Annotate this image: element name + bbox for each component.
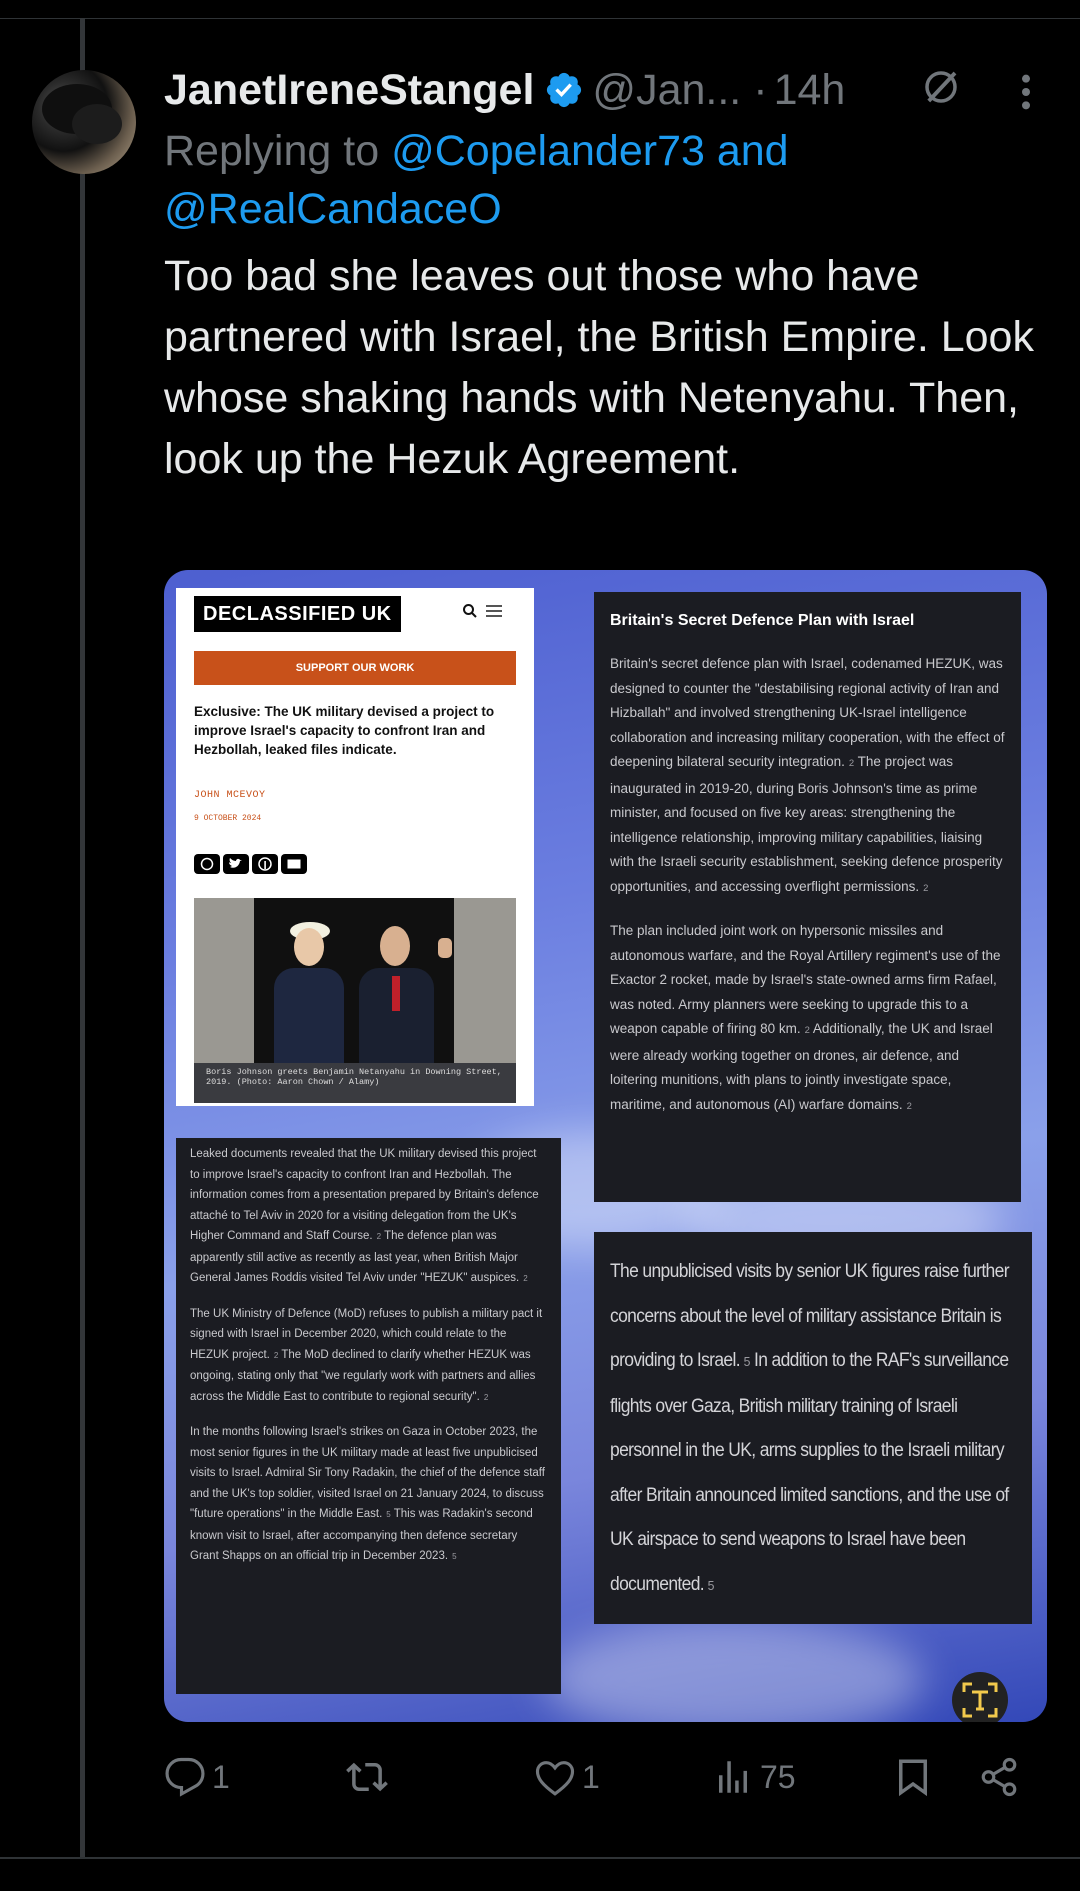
panel-paragraph (610, 1250, 1015, 1608)
panel-text: The UK Ministry of Defence (MoD) refuses to publish a military pact it signed with Israel in December 2020, which could relate to the HEZUK project. (190, 1307, 543, 1361)
photo-shape (392, 976, 400, 1011)
panel-text: The unpublicised visits by senior UK figures raise further concerns about the level of military assistance Britain is providing to Israel. (610, 1261, 1009, 1371)
hamburger-menu-icon (486, 604, 502, 618)
citation-ref: 2 (273, 1350, 279, 1360)
view-count: 75 (760, 1758, 796, 1795)
verified-badge-icon[interactable] (544, 70, 584, 110)
display-name[interactable]: JanetIreneStangel (164, 65, 535, 114)
article-headline: Exclusive: The UK military devised a project to improve Israel's capacity to confront Iran and Hezbollah, leaked files indicate. (194, 704, 495, 757)
text-detect-button[interactable] (952, 1672, 1008, 1722)
reply-count: 1 (212, 1758, 230, 1795)
citation-ref: 5 (743, 1354, 750, 1369)
photo-shape (194, 898, 254, 1063)
panel-text: In addition to the RAF's surveillance flights over Gaza, British military training of Israeli personnel in the UK, arms supplies to the Israeli military after Britain announced limited sanctions, and the use of UK airspace to send weapons to Israel have been documented. (610, 1350, 1009, 1595)
citation-ref: 5 (386, 1510, 391, 1519)
article-date: 9 OCTOBER 2024 (194, 814, 262, 823)
article-share-row (194, 854, 307, 874)
reply-icon (164, 1756, 206, 1798)
replying-targets-link[interactable]: @Copelander73 and @RealCandaceO (164, 127, 789, 233)
repost-icon (346, 1756, 388, 1798)
text-detect-icon (960, 1680, 1000, 1720)
heart-icon (534, 1756, 576, 1798)
panel-text: Leaked documents revealed that the UK military devised this project to improve Israel's capacity to confront Iran and Hezbollah. The information comes from a presentation prepared by Britain's defence attaché to Tel Aviv in 2020 for a visiting delegation from the UK's Higher Command and Staff Course. (190, 1148, 539, 1242)
summary-panel-bottom-right (594, 1232, 1032, 1624)
panel-paragraph (190, 1144, 547, 1290)
avatar[interactable] (32, 70, 136, 174)
citation-ref: 5 (452, 1552, 457, 1561)
photo-caption: Boris Johnson greets Benjamin Netanyahu in Downing Street, 2019. (Photo: Aaron Chown / Alamy) (194, 1063, 516, 1103)
share-button[interactable] (978, 1752, 1026, 1802)
like-count: 1 (582, 1758, 600, 1795)
separator-dot: · (753, 65, 768, 114)
panel-text: Additionally, the UK and Israel were already working together on drones, air defence, and loitering munitions, with plans to jointly investigate space, maritime, and autonomous (AI) warfare domains. (610, 1021, 993, 1112)
summary-panel-top-right (594, 592, 1021, 1202)
share-icon (978, 1756, 1020, 1798)
panel-text: The project was inaugurated in 2019-20, during Boris Johnson's time as prime minister, and focused on five key areas: strengthening the intelligence relationship, improving military capabilities, liaising with the Israeli security establishment, seeking defence prosperity opportunities, and accessing overflight permissions. (610, 754, 1003, 894)
citation-ref: 2 (804, 1025, 810, 1036)
thread-connector-line (80, 18, 85, 1858)
more-icon[interactable] (1018, 72, 1034, 112)
panel-paragraph (190, 1304, 547, 1409)
citation-ref: 2 (523, 1274, 528, 1283)
facebook-icon (252, 854, 278, 874)
bookmark-icon (892, 1756, 934, 1798)
panel-text: In the months following Israel's strikes on Gaza in October 2023, the most senior figures in the UK military made at least five unpublicised visits to Israel. Admiral Sir Tony Radakin, the chief of the defence staff and the UK's top soldier, visited Israel on 21 January 2024, to discuss "future operations" in the Middle East. (190, 1426, 545, 1520)
photo-shape (454, 898, 516, 1063)
avatar-shape (72, 104, 122, 144)
citation-ref: 2 (923, 882, 929, 894)
panel-text: The plan included joint work on hypersonic missiles and autonomous warfare, and the Royal Artillery regiment's use of the Exactor 2 rocket, made by Israel's state-owned arms firm Rafael, was noted. Army planners were seeking to upgrade this to a weapon capable of firing 80 km. (610, 923, 1001, 1036)
handle[interactable]: @Jan... (592, 65, 742, 114)
article-screenshot (176, 588, 534, 1106)
bookmark-button[interactable] (892, 1752, 940, 1802)
summary-panel-bottom-left (176, 1138, 561, 1694)
panel-paragraph (610, 652, 1005, 901)
citation-ref: 5 (707, 1577, 714, 1593)
photo-shape (380, 926, 410, 966)
panel-text: The MoD declined to clarify whether HEZUK was ongoing, stating only that "we regularly work with partners and allies across the Middle East to contribute to regional security". (190, 1348, 536, 1403)
tweet-media-image[interactable] (164, 570, 1047, 1722)
panel-paragraph (610, 919, 1005, 1119)
article-author: JOHN MCEVOY (194, 790, 266, 801)
like-button[interactable] (534, 1752, 600, 1802)
bottom-divider (0, 1857, 1080, 1859)
citation-ref: 2 (906, 1100, 912, 1112)
citation-ref: 2 (376, 1232, 382, 1241)
tweet-action-bar (164, 1752, 1044, 1802)
citation-ref: 2 (848, 758, 855, 769)
panel-text: This was Radakin's second known visit to Israel, after accompanying then defence secretary Grant Shapps on an official trip in December 2023. (190, 1508, 533, 1562)
panel-paragraph (190, 1422, 547, 1568)
panel-text: The defence plan was apparently still active as recently as last year, when British Major General James Roddis visited Tel Aviv under "HEZUK" auspices. (190, 1230, 520, 1284)
top-divider (0, 18, 1080, 19)
repost-button[interactable] (346, 1752, 394, 1802)
reply-button[interactable] (164, 1752, 230, 1802)
replying-to (164, 122, 1044, 238)
support-our-work-button: SUPPORT OUR WORK (194, 651, 516, 685)
views-icon (712, 1756, 754, 1798)
panel-text: Britain's secret defence plan with Israel, codenamed HEZUK, was designed to counter the "destabilising regional activity of Iran and Hizballah" and involved strengthening UK-Israel intelligence collaboration and increasing military cooperation, with the effect of deepening bilateral security integration. (610, 656, 1005, 769)
declassified-logo: DECLASSIFIED UK (194, 596, 401, 632)
photo-shape (294, 928, 324, 966)
article-photo (194, 898, 516, 1103)
photo-shape (438, 938, 452, 958)
timestamp[interactable]: 14h (773, 65, 846, 114)
views-button[interactable] (712, 1752, 796, 1802)
background-cloud (544, 1620, 924, 1722)
grok-icon[interactable] (920, 66, 962, 108)
whatsapp-icon (194, 854, 220, 874)
replying-prefix: Replying to (164, 127, 380, 175)
tweet-body: Too bad she leaves out those who have partnered with Israel, the British Empire. Look whose shaking hands with Netenyahu. Then, look up the Hezuk Agreement. (164, 252, 1034, 483)
search-icon (462, 603, 478, 619)
email-icon (281, 854, 307, 874)
panel-title: Britain's Secret Defence Plan with Israel (610, 612, 915, 629)
twitter-icon (223, 854, 249, 874)
citation-ref: 2 (483, 1392, 489, 1402)
photo-shape (274, 968, 344, 1063)
